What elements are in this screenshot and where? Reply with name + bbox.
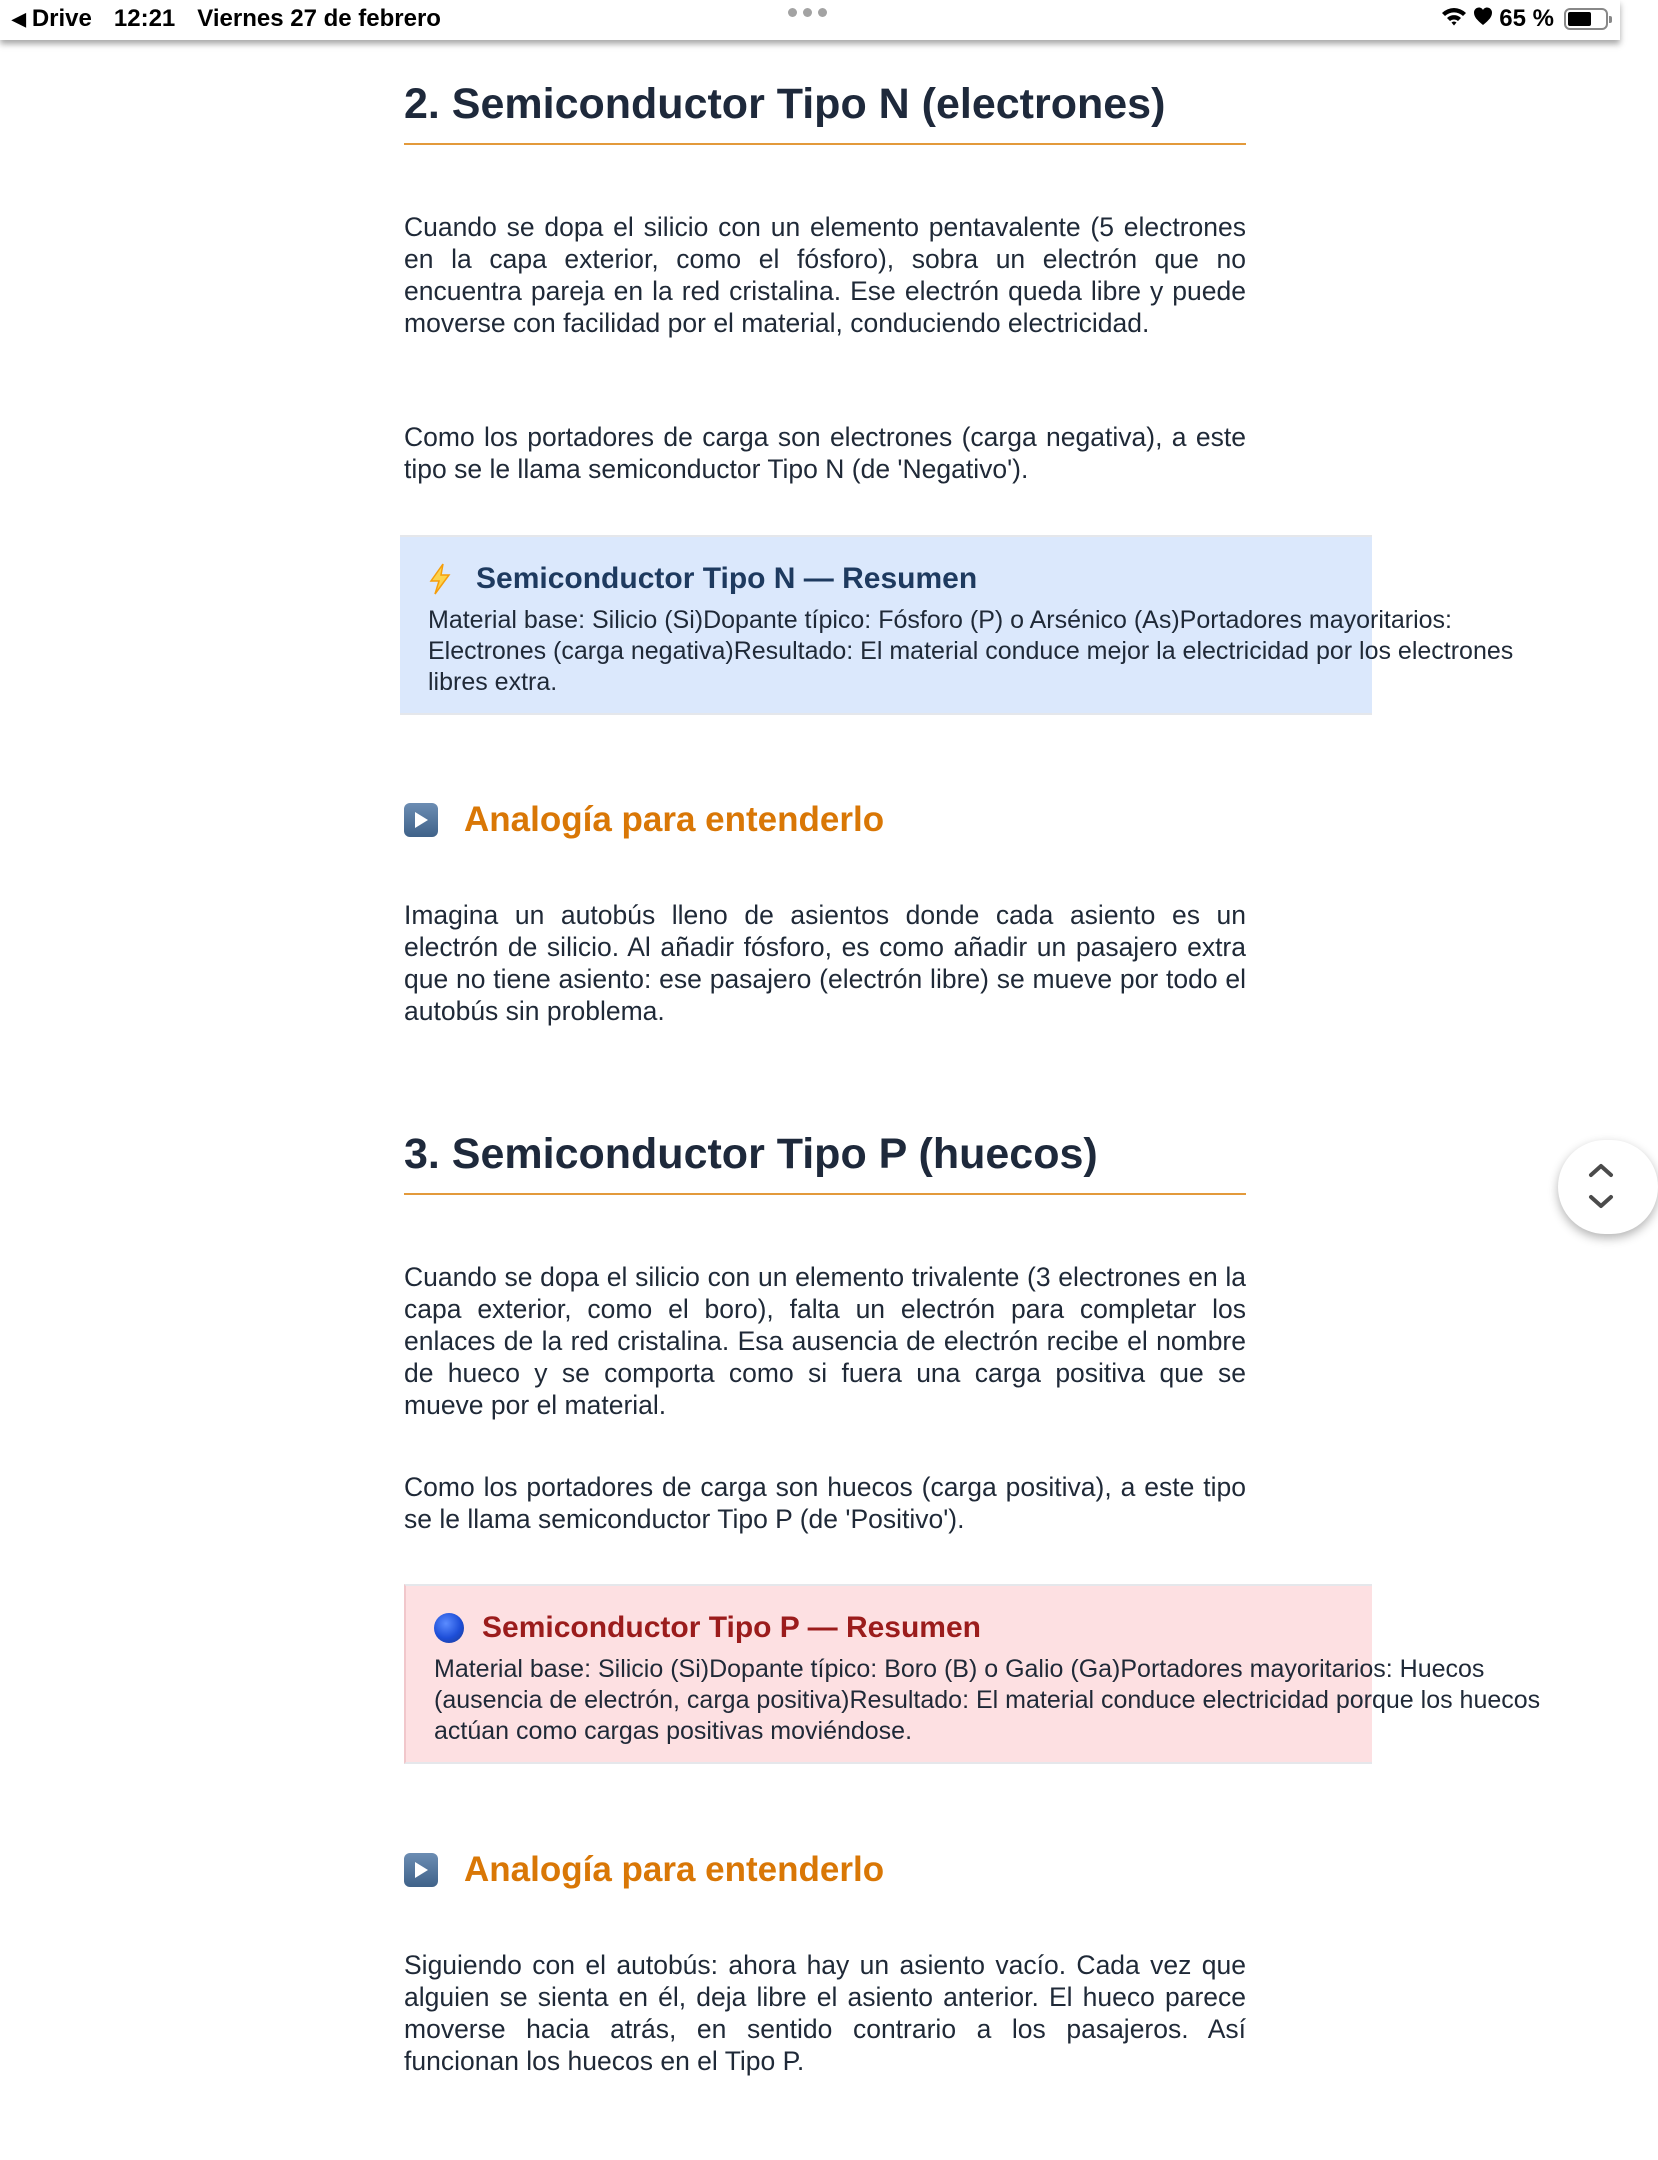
battery-icon bbox=[1564, 8, 1608, 30]
summary-title: Semiconductor Tipo N — Resumen bbox=[476, 562, 978, 595]
paragraph: Cuando se dopa el silicio con un elemento trivalente (3 electrones en la capa exterior, como el boro), falta un electrón para completar los enlaces de la red cristalina. Esa ausencia de electrón recibe el nombre de hueco y se comporta como si fuera una carga positiva que se mueve por el material. bbox=[404, 1262, 1246, 1420]
analogy-paragraph: Siguiendo con el autobús: ahora hay un asiento vacío. Cada vez que alguien se sienta en él, deja libre el asiento anterior. El hueco parece moverse hacia atrás, en sentido contrario a los pasajeros. Así funcionan los huecos en el Tipo P. bbox=[404, 1950, 1246, 2076]
summary-title: Semiconductor Tipo P — Resumen bbox=[482, 1611, 981, 1644]
summary-box-tipo-n bbox=[400, 535, 1514, 715]
summary-body: Material base: Silicio (Si)Dopante típico: Fósforo (P) o Arsénico (As)Portadores mayoritarios: Electrones (carga negativa)Resultado: El material conduce mejor la electricidad por los electrones libres extra. bbox=[428, 606, 1514, 696]
summary-body: Material base: Silicio (Si)Dopante típico: Boro (B) o Galio (Ga)Portadores mayoritarios: Huecos (ausencia de electrón, carga positiva)Resultado: El material conduce electricidad porque los huecos actúan como cargas positivas moviéndose. bbox=[434, 1655, 1541, 1745]
play-button-icon bbox=[404, 1853, 438, 1887]
analogy-heading bbox=[404, 800, 884, 840]
chevron-down-icon[interactable] bbox=[1588, 1194, 1614, 1210]
paragraph: Cuando se dopa el silicio con un elemento pentavalente (5 electrones en la capa exterior, como el fósforo), sobra un electrón que no encuentra pareja en la red cristalina. Ese electrón queda libre y puede moverse con facilidad por el material, conduciendo electricidad. bbox=[404, 212, 1246, 338]
analogy-paragraph: Imagina un autobús lleno de asientos donde cada asiento es un electrón de silicio. Al añadir fósforo, es como añadir un pasajero extra que no tiene asiento: ese pasajero (electrón libre) se mueve por todo el autobús sin problema. bbox=[404, 900, 1246, 1026]
paragraph: Como los portadores de carga son electrones (carga negativa), a este tipo se le llama semiconductor Tipo N (de 'Negativo'). bbox=[404, 422, 1246, 484]
back-arrow-icon[interactable]: ◀ bbox=[12, 8, 26, 29]
status-bar bbox=[0, 0, 1620, 40]
date: Viernes 27 de febrero bbox=[197, 5, 441, 32]
wifi-icon bbox=[1441, 5, 1467, 33]
play-button-icon bbox=[404, 803, 438, 837]
analogy-heading bbox=[404, 1850, 884, 1890]
summary-box-tipo-p bbox=[404, 1584, 1541, 1764]
section-title-tipo-n: 2. Semiconductor Tipo N (electrones) bbox=[404, 80, 1246, 145]
multitask-dots-icon[interactable] bbox=[788, 8, 827, 17]
chevron-up-icon[interactable] bbox=[1588, 1162, 1614, 1178]
analogy-title: Analogía para entenderlo bbox=[464, 1850, 885, 1889]
paragraph: Como los portadores de carga son huecos (carga positiva), a este tipo se le llama semiconductor Tipo P (de 'Positivo'). bbox=[404, 1472, 1246, 1534]
page-scroll-button[interactable] bbox=[1558, 1140, 1658, 1234]
blue-circle-icon bbox=[434, 1613, 464, 1643]
back-to-app-link[interactable]: Drive bbox=[31, 5, 92, 32]
lightning-icon bbox=[428, 563, 460, 595]
section-title-tipo-p: 3. Semiconductor Tipo P (huecos) bbox=[404, 1130, 1246, 1195]
heart-icon bbox=[1473, 5, 1493, 33]
analogy-title: Analogía para entenderlo bbox=[464, 800, 885, 839]
clock: 12:21 bbox=[113, 5, 176, 32]
battery-percent: 65 % bbox=[1499, 5, 1554, 32]
